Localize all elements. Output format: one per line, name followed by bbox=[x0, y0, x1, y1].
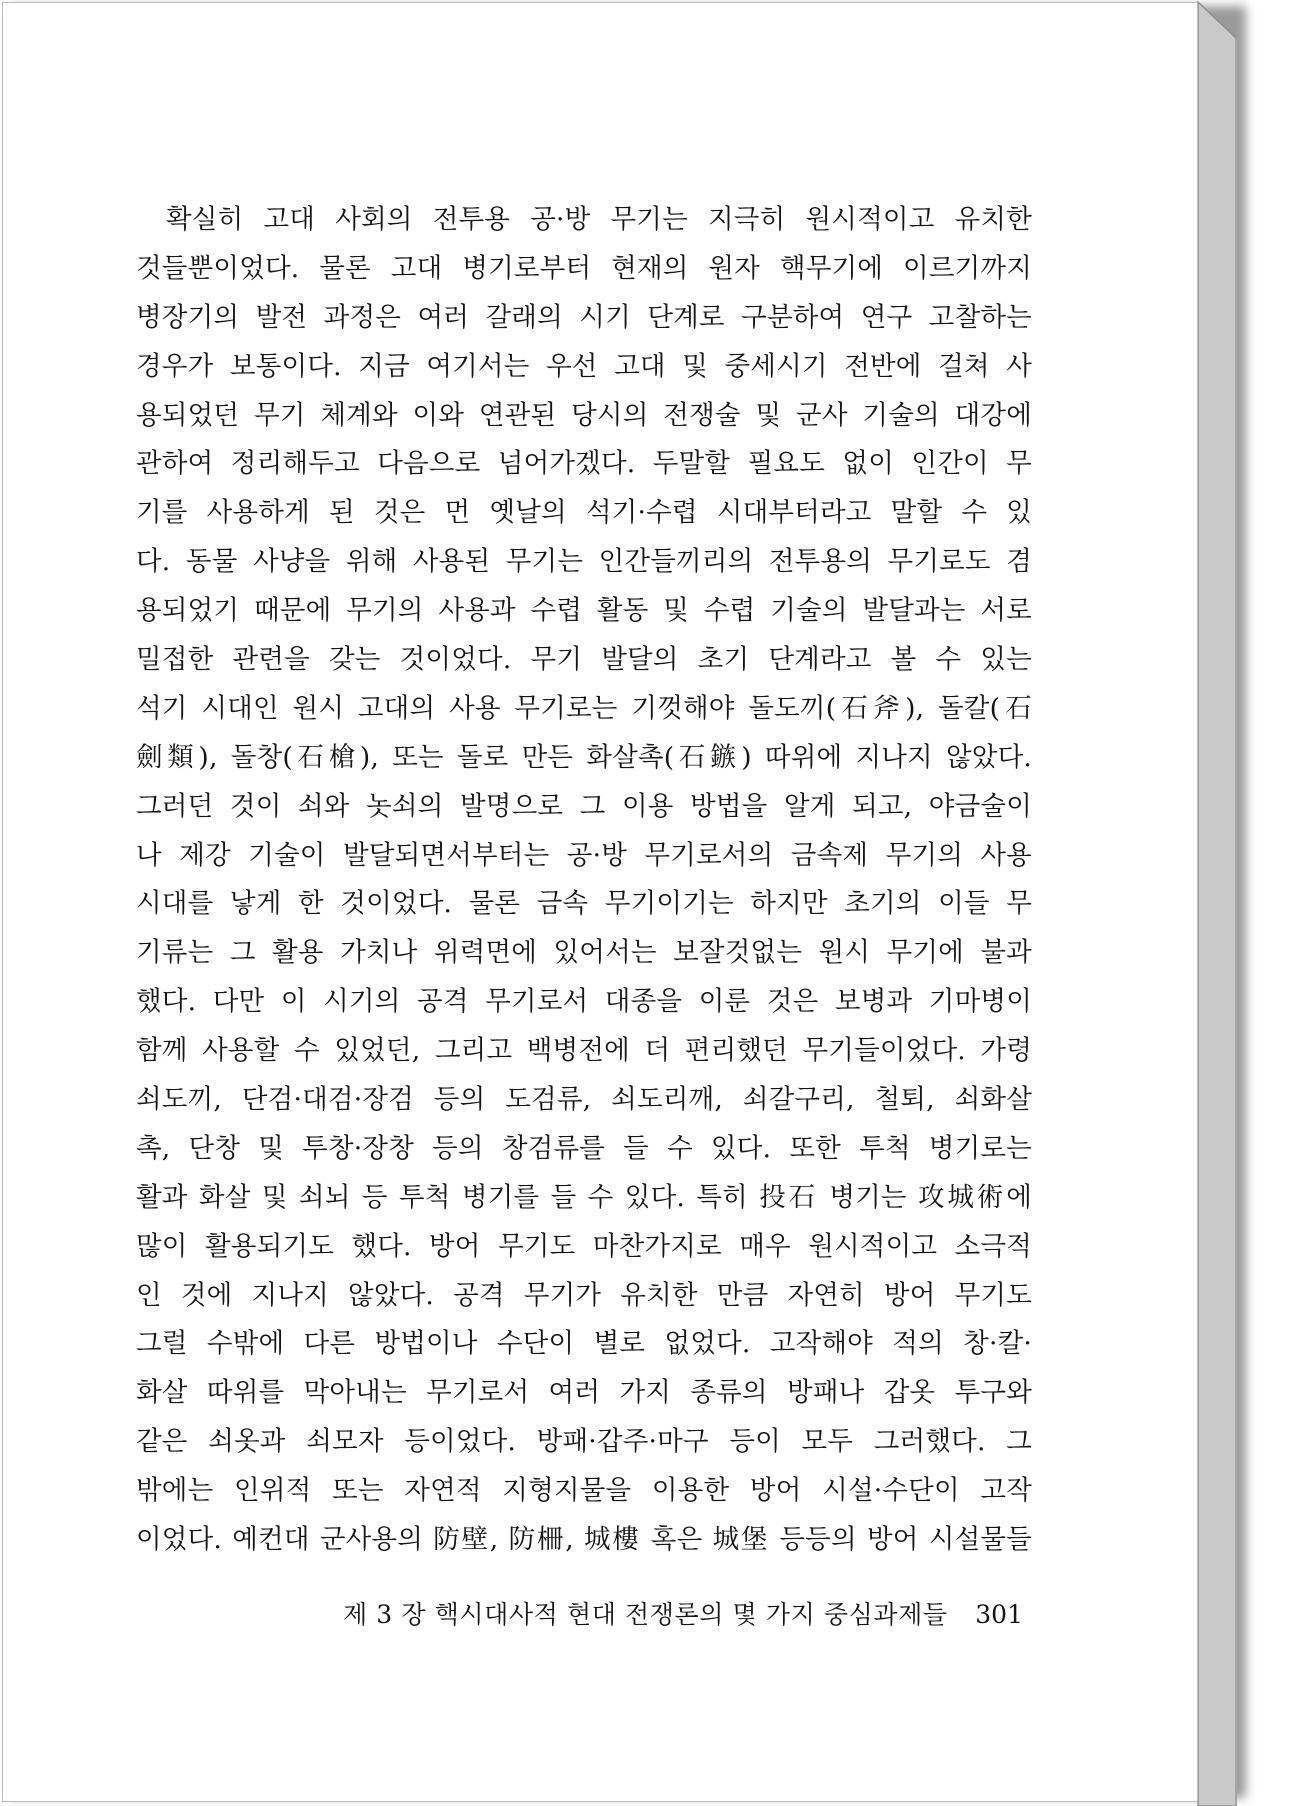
page-footer bbox=[343, 1595, 1023, 1631]
text-line: 것들뿐이었다. 물론 고대 병기로부터 현재의 원자 핵무기에 이르기까지 bbox=[136, 252, 1032, 284]
text-line: 석기 시대인 원시 고대의 사용 무기로는 기껏해야 돌도끼(石斧), 돌칼(石 bbox=[136, 692, 1032, 724]
text-line: 활과 화살 및 쇠뇌 등 투척 병기를 들 수 있다. 특히 投石 병기는 攻城術에 bbox=[136, 1181, 1032, 1213]
text-line: 관하여 정리해두고 다음으로 넘어가겠다. 두말할 필요도 없이 인간이 무 bbox=[136, 448, 1032, 480]
text-line: 다. 동물 사냥을 위해 사용된 무기는 인간들끼리의 전투용의 무기로도 겸 bbox=[136, 546, 1032, 578]
text-line: 했다. 다만 이 시기의 공격 무기로서 대종을 이룬 것은 보병과 기마병이 bbox=[136, 986, 1032, 1018]
text-line: 많이 활용되기도 했다. 방어 무기도 마찬가지로 매우 원시적이고 소극적 bbox=[136, 1230, 1032, 1262]
text-line: 劍類), 돌창(石槍), 또는 돌로 만든 화살촉(石鏃) 따위에 지나지 않았다. bbox=[136, 741, 1032, 773]
running-head: 제 3 장 핵시대사적 현대 전쟁론의 몇 가지 중심과제들 bbox=[343, 1600, 948, 1629]
text-line: 나 제강 기술이 발달되면서부터는 공·방 무기로서의 금속제 무기의 사용 bbox=[136, 839, 1032, 871]
text-line: 이었다. 예컨대 군사용의 防壁, 防柵, 城樓 혹은 城堡 등등의 방어 시설물들 bbox=[136, 1524, 1032, 1556]
text-line: 그럴 수밖에 다른 방법이나 수단이 별로 없었다. 고작해야 적의 창·칼· bbox=[136, 1328, 1032, 1360]
page-sheet bbox=[2, 2, 1198, 1802]
text-line: 병장기의 발전 과정은 여러 갈래의 시기 단계로 구분하여 연구 고찰하는 bbox=[136, 301, 1032, 333]
text-line: 촉, 단창 및 투창·장창 등의 창검류를 들 수 있다. 또한 투척 병기로는 bbox=[136, 1132, 1032, 1164]
text-line: 쇠도끼, 단검·대검·장검 등의 도검류, 쇠도리깨, 쇠갈구리, 철퇴, 쇠화살 bbox=[136, 1084, 1032, 1116]
text-line: 같은 쇠옷과 쇠모자 등이었다. 방패·갑주·마구 등이 모두 그러했다. 그 bbox=[136, 1426, 1032, 1458]
text-line: 확실히 고대 사회의 전투용 공·방 무기는 지극히 원시적이고 유치한 bbox=[166, 204, 1032, 235]
text-line: 밖에는 인위적 또는 자연적 지형지물을 이용한 방어 시설·수단이 고작 bbox=[136, 1475, 1032, 1507]
text-line: 그러던 것이 쇠와 놋쇠의 발명으로 그 이용 방법을 알게 되고, 야금술이 bbox=[136, 790, 1032, 822]
text-line: 인 것에 지나지 않았다. 공격 무기가 유치한 만큼 자연히 방어 무기도 bbox=[136, 1279, 1032, 1311]
body-paragraph bbox=[136, 196, 1032, 1565]
text-line: 밀접한 관련을 갖는 것이었다. 무기 발달의 초기 단계라고 볼 수 있는 bbox=[136, 644, 1032, 676]
text-line: 기류는 그 활용 가치나 위력면에 있어서는 보잘것없는 원시 무기에 불과 bbox=[136, 937, 1032, 969]
text-line: 기를 사용하게 된 것은 먼 옛날의 석기·수렵 시대부터라고 말할 수 있 bbox=[136, 497, 1032, 529]
text-line: 경우가 보통이다. 지금 여기서는 우선 고대 및 중세시기 전반에 걸쳐 사 bbox=[136, 350, 1032, 382]
text-line: 시대를 낳게 한 것이었다. 물론 금속 무기이기는 하지만 초기의 이들 무 bbox=[136, 888, 1032, 920]
text-line: 화살 따위를 막아내는 무기로서 여러 가지 종류의 방패나 갑옷 투구와 bbox=[136, 1377, 1032, 1409]
page-number: 301 bbox=[975, 1600, 1023, 1629]
text-line: 용되었던 무기 체계와 이와 연관된 당시의 전쟁술 및 군사 기술의 대강에 bbox=[136, 399, 1032, 431]
text-line: 용되었기 때문에 무기의 사용과 수렵 활동 및 수렵 기술의 발달과는 서로 bbox=[136, 595, 1032, 627]
text-line: 함께 사용할 수 있었던, 그리고 백병전에 더 편리했던 무기들이었다. 가령 bbox=[136, 1035, 1032, 1067]
